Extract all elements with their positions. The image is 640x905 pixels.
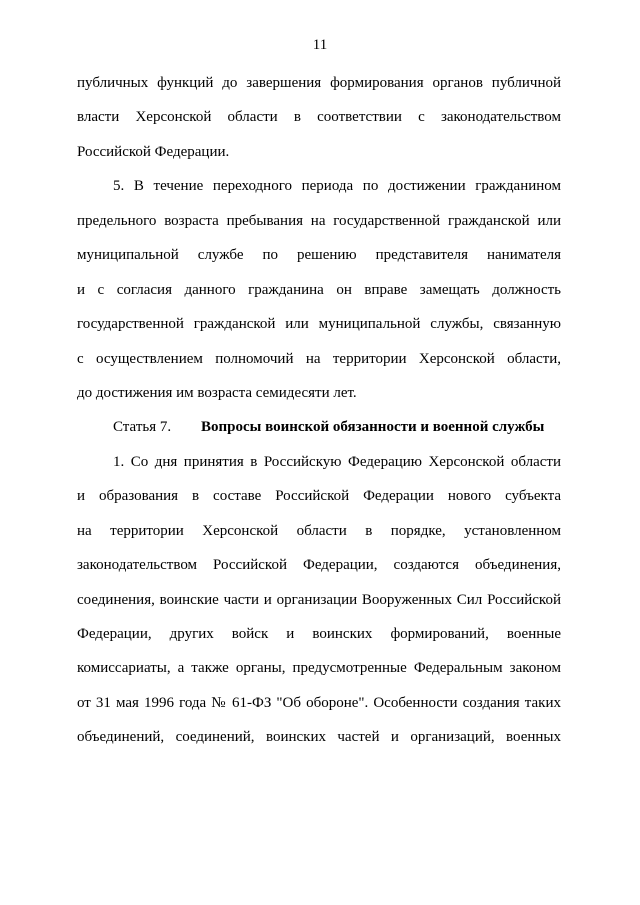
paragraph-5-first-line: 5. В течение переходного периода по достижении гражданином xyxy=(113,178,561,195)
text-line: и с согласия данного гражданина он вправе замещать должность xyxy=(77,281,561,298)
text-line: Федерации, других войск и воинских формирований, военные xyxy=(77,626,561,642)
text-line: власти Херсонской области в соответствии с законодательством xyxy=(77,109,561,126)
text-line: до достижения им возраста семидесяти лет. xyxy=(77,384,357,401)
article-number: Статья 7. xyxy=(113,419,172,436)
text-line: Российской Федерации. xyxy=(77,143,230,160)
text-line: комиссариаты, а также органы, предусмотренные Федеральным законом xyxy=(77,660,561,677)
page-number: 11 xyxy=(312,37,328,53)
text-line: государственной гражданской или муниципальной службы, связанную xyxy=(77,316,561,333)
text-line: соединения, воинские части и организации Вооруженных Сил Российской xyxy=(77,591,561,608)
text-line: с осуществлением полномочий на территории Херсонской области, xyxy=(77,350,561,367)
text-line: предельного возраста пребывания на государственной гражданской или xyxy=(77,212,561,229)
text-line: от 31 мая 1996 года № 61-ФЗ "Об обороне". Особенности создания таких xyxy=(77,694,561,711)
document-body xyxy=(77,66,561,755)
text-line: публичных функций до завершения формирования органов публичной xyxy=(77,75,561,91)
text-line: и образования в составе Российской Федерации нового субъекта xyxy=(77,488,561,505)
article-heading xyxy=(77,410,561,444)
text-line: объединений, соединений, воинских частей и организаций, военных xyxy=(77,729,561,746)
article-title: Вопросы воинской обязанности и военной службы xyxy=(201,419,545,436)
paragraph-1-first-line: 1. Со дня принятия в Российскую Федерацию Херсонской области xyxy=(113,453,561,470)
text-line: на территории Херсонской области в порядке, установленном xyxy=(77,522,561,539)
text-line: муниципальной службе по решению представителя нанимателя xyxy=(77,247,561,264)
text-line: законодательством Российской Федерации, создаются объединения, xyxy=(77,557,561,574)
